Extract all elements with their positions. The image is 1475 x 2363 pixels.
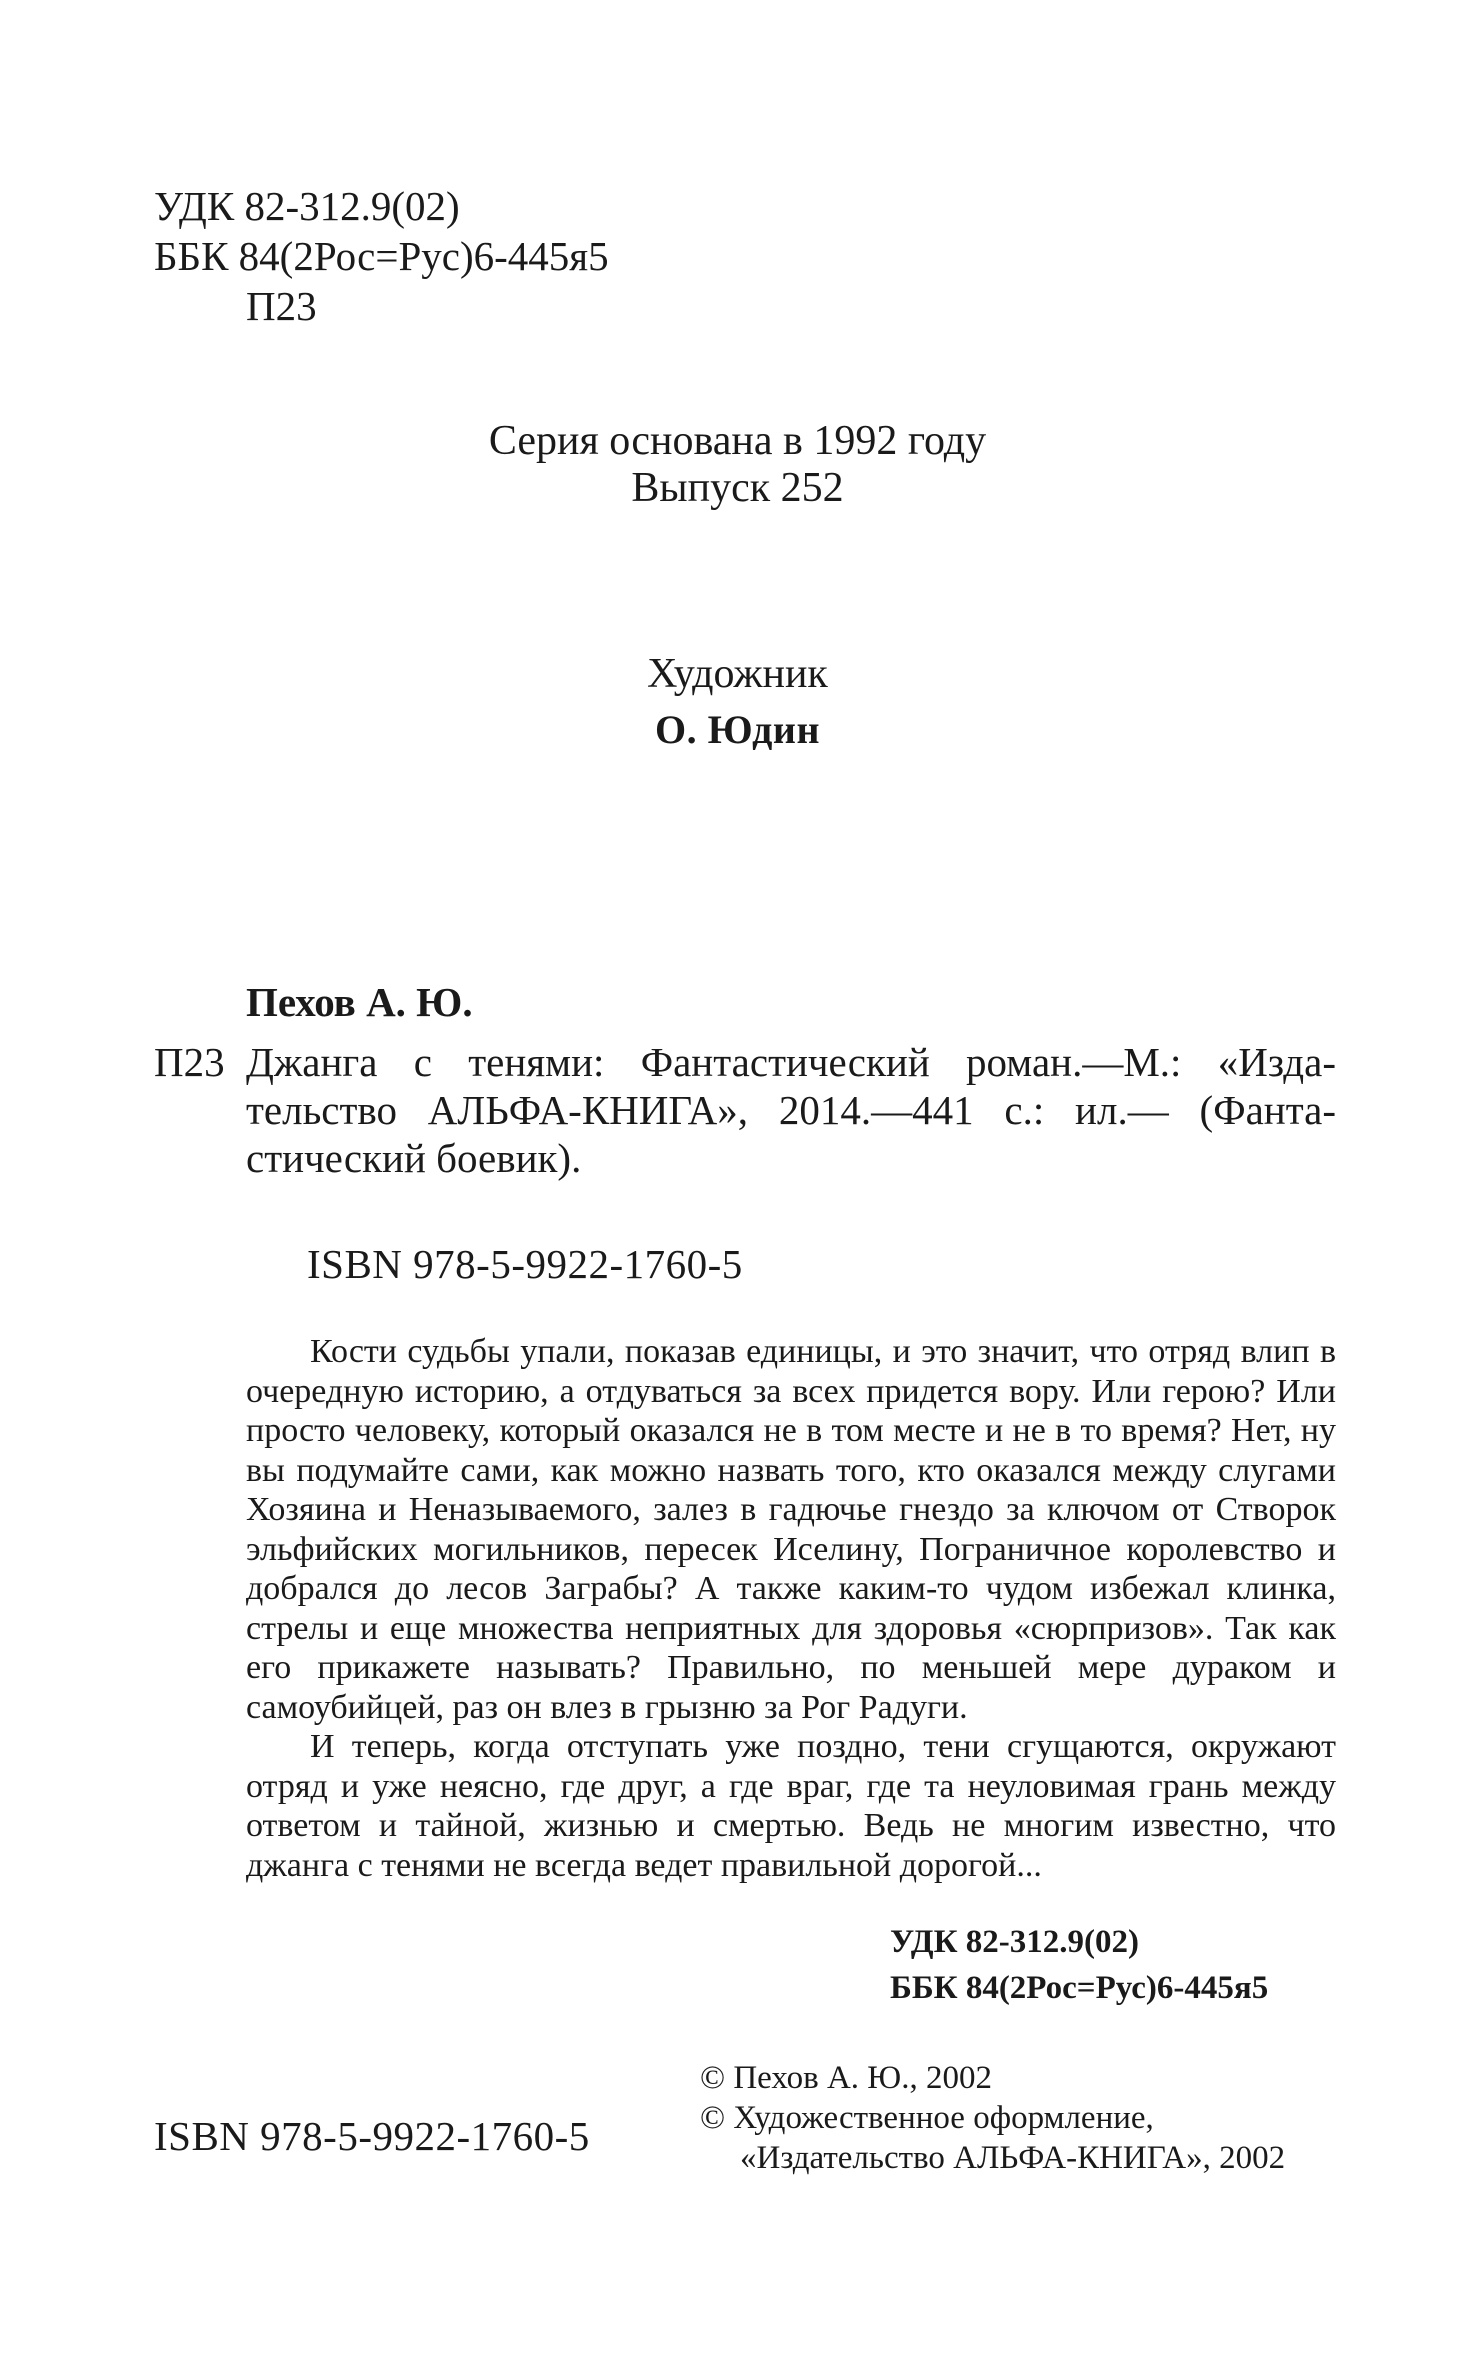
series-issue: Выпуск 252 xyxy=(631,465,844,511)
biblio-code: П23 xyxy=(154,1039,225,1085)
biblio-description: Джанга с тенями: Фантастический роман.—М.: «Издательство АЛЬФА-КНИГА», 2014.—441 с.: ил.— (Фантастический боевик). xyxy=(246,1039,1336,1181)
udk-code: УДК 82-312.9(02) xyxy=(154,183,460,229)
copyright-design: © Художественное оформление, xyxy=(700,2100,1154,2136)
artist-name: О. Юдин xyxy=(655,707,820,752)
annotation-paragraph: Кости судьбы упали, показав единицы, и это значит, что отряд влип в очередную историю, а отдуваться за всех придется вору. Или герою? Или просто человеку, который оказался не в том месте и не в то время? Нет, ну вы подумайте сами, как можно назвать того, кто оказался между слугами Хозяина и Неназываемого, залез в гадючье гнездо за ключом от Створок эльфийских могильников, пересек Иселину, Пограничное королевство и добрался до лесов Заграбы? А также каким-то чудом избежал клинка, стрелы и еще множества неприятных для здоровья «сюрпризов». Так как его прикажете называть? Правильно, по меньшей мере дураком и самоубийцей, раз он влез в грызню за Рог Радуги. xyxy=(246,1333,1336,1726)
copyright-author: © Пехов А. Ю., 2002 xyxy=(700,2060,992,2096)
artist-label: Художник xyxy=(647,651,828,697)
annotation-paragraph: И теперь, когда отступать уже поздно, тени сгущаются, окружают отряд и уже неясно, где друг, а где враг, где та неуловимая грань между ответом и тайной, жизнью и смертью. Ведь не многим известно, что джанга с тенями не всегда ведет правильной дорогой... xyxy=(246,1728,1336,1884)
copyright-block xyxy=(700,2058,1285,2178)
bbk-code: ББК 84(2Рос=Рус)6-445я5 xyxy=(154,233,609,279)
author-mark: П23 xyxy=(246,283,317,329)
annotation xyxy=(246,1332,1336,1885)
bottom-bbk: ББК 84(2Рос=Рус)6-445я5 xyxy=(890,1970,1269,2006)
bottom-udk: УДК 82-312.9(02) xyxy=(890,1924,1139,1960)
series-founded: Серия основана в 1992 году xyxy=(488,418,987,464)
book-author: Пехов А. Ю. xyxy=(246,979,473,1025)
isbn-bottom: ISBN 978-5-9922-1760-5 xyxy=(154,2113,590,2159)
isbn-record: ISBN 978-5-9922-1760-5 xyxy=(307,1241,743,1287)
copyright-publisher: «Издательство АЛЬФА-КНИГА», 2002 xyxy=(740,2140,1286,2176)
